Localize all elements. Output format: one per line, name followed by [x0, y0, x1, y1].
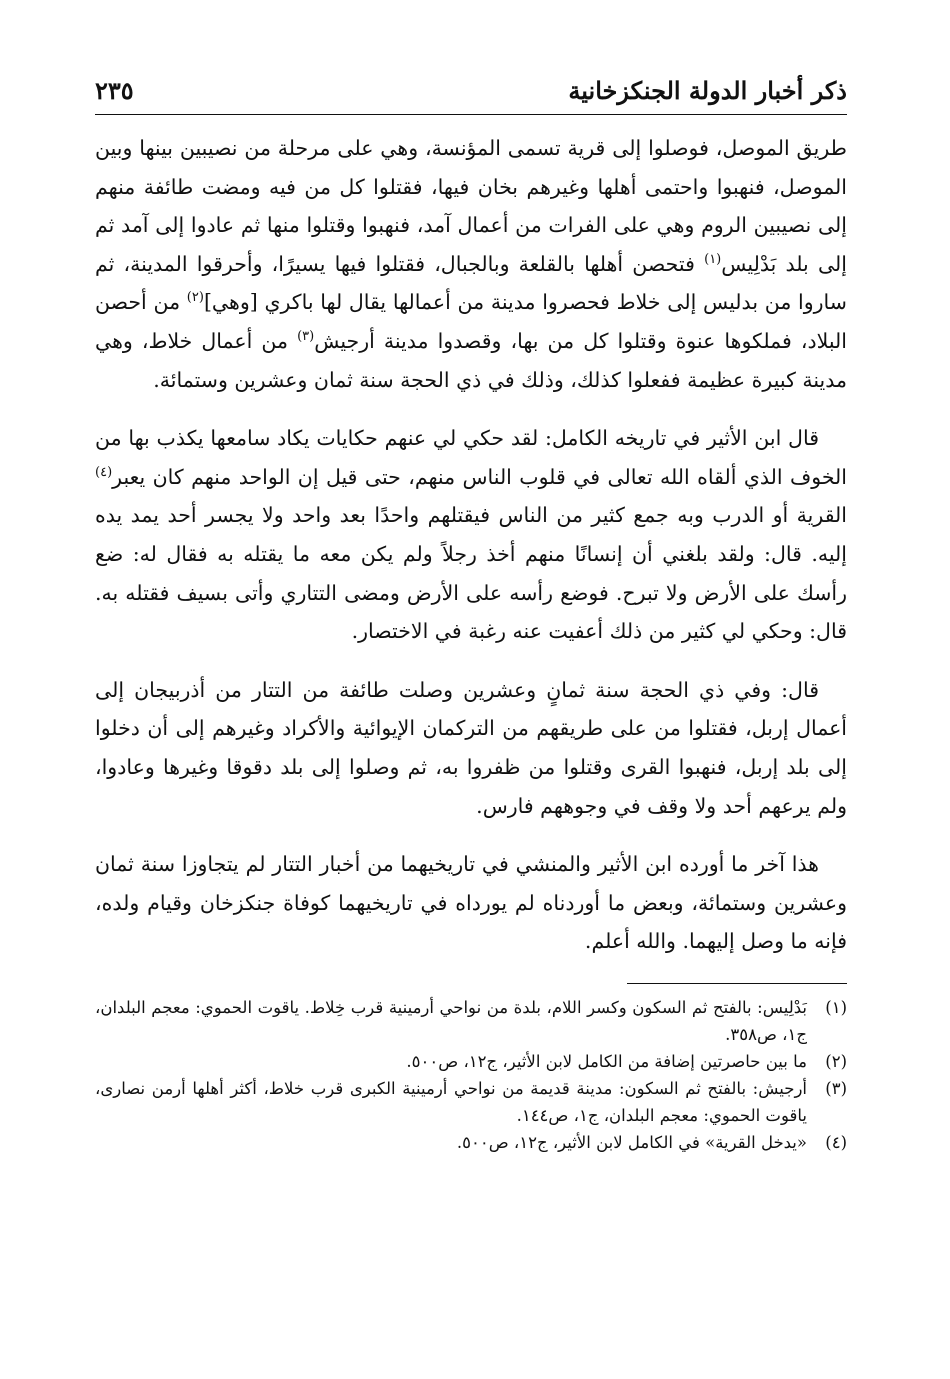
- footnote-ref-1: (١): [704, 251, 722, 267]
- running-title: ذكر أخبار الدولة الجنكزخانية: [568, 76, 847, 105]
- footnote-ref-3: (٣): [297, 329, 315, 345]
- footnote-text: «يدخل القرية» في الكامل لابن الأثير، ج١٢، ص٥٠٠.: [456, 1132, 807, 1152]
- paragraph-1-text: من أعمال خلاط، وهي مدينة كبيرة عظيمة ففعلوا كذلك، وذلك في ذي الحجة سنة ثمان وعشرين وستمائة.: [95, 328, 847, 392]
- footnote-number: (٣): [825, 1078, 847, 1098]
- footnotes: [95, 994, 847, 1156]
- paragraph-1-text: فتحصن أهلها بالقلعة وبالجبال، فقتلوا فيها يسيرًا، وأحرقوا المدينة، ثم ساروا من بدليس إلى خلاط فحصروا مدينة من أعمالها يقال لها باكري [وهي]: [95, 251, 847, 315]
- page-number: ٢٣٥: [95, 76, 134, 105]
- footnote-number: (٢): [825, 1051, 847, 1071]
- paragraph-4: هذا آخر ما أورده ابن الأثير والمنشي في تاريخيهما من أخبار التتار لم يتجاوزا سنة ثمان وعشرين وستمائة، وبعض ما أوردناه لم يورداه في تاريخيهما كوفاة جنكزخان وقيام ولده، فإنه ما وصل إليهما. والله أعلم.: [95, 852, 847, 954]
- paragraph-2-text: القرية أو الدرب وبه جمع كثير من الناس فيقتلهم واحدًا بعد واحد ولا يجسر أحد يمد يده إليه. قال: ولقد بلغني أن إنسانًا منهم أخذ رجلاً ولم يكن معه ما يقتله به فقال له: ضع رأسك على الأرض ولا تبرح. فوضع رأسه على الأرض ومضى التتاري وأتى بسيف فقتله به. قال: وحكي لي كثير من ذلك أعفيت عنه رغبة في الاختصار.: [95, 503, 847, 644]
- footnote-2: [95, 1048, 847, 1075]
- footnote-text: أرجيش: بالفتح ثم السكون: مدينة قديمة من نواحي أرمينية الكبرى قرب خلاط، أكثر أهلها أرمن نصارى، ياقوت الحموي: معجم البلدان، ج١، ص١٤٤.: [95, 1078, 807, 1125]
- footnote-4: [95, 1129, 847, 1156]
- footnote-separator: [627, 983, 847, 984]
- book-page: [95, 70, 847, 1156]
- paragraph-1-text: من أحصن البلاد، فملكوها عنوة وقتلوا كل من بها، وقصدوا مدينة أرجيش: [95, 290, 847, 353]
- paragraph-2: [95, 419, 847, 651]
- paragraph-2-text: قال ابن الأثير في تاريخه الكامل: لقد حكي لي عنهم حكايات يكاد سامعها يكذب بها من الخوف الذي ألقاه الله تعالى في قلوب الناس منهم، حتى قيل إن الواحد منهم كان يعبر: [95, 426, 847, 489]
- footnote-3: [95, 1075, 847, 1129]
- page-header: [95, 70, 847, 115]
- footnote-number: (٤): [825, 1132, 847, 1152]
- paragraph-3: قال: وفي ذي الحجة سنة ثمانٍ وعشرين وصلت طائفة من التتار من أذربيجان إلى أعمال إربل، فقتلوا من على طريقهم من التركمان الإيوائية والأكراد وغيرهم إلى أن دخلوا إلى بلد إربل، فنهبوا القرى وقتلوا من ظفروا به، ثم وصلوا إلى بلد دقوقا وغيرها وعادوا، ولم يرعهم أحد ولا وقف في وجوههم فارس.: [95, 677, 847, 818]
- footnote-text: ما بين حاصرتين إضافة من الكامل لابن الأثير، ج١٢، ص٥٠٠.: [406, 1051, 807, 1071]
- footnote-ref-4: (٤): [95, 464, 113, 480]
- paragraph-1: [95, 129, 847, 399]
- footnote-ref-2: (٢): [186, 290, 204, 306]
- footnote-1: [95, 994, 847, 1048]
- footnote-number: (١): [825, 997, 847, 1017]
- main-text: [95, 129, 847, 961]
- paragraph-1-text: طريق الموصل، فوصلوا إلى قرية تسمى المؤنسة، وهي على مرحلة من نصيبين بينها وبين الموصل، فنهبوا واحتمى أهلها وغيرهم بخان فيها، فقتلوا كل من فيه ومضت طائفة منهم إلى نصيبين الروم وهي على الفرات من أعمال آمد، فنهبوا وقتلوا منها ثم عادوا إلى آمد ثم إلى بلد بَدْلِيس: [95, 136, 847, 276]
- footnote-text: بَدْلِيس: بالفتح ثم السكون وكسر اللام، بلدة من نواحي أرمينية قرب خِلاط. ياقوت الحموي: معجم البلدان، ج١، ص٣٥٨.: [95, 997, 807, 1044]
